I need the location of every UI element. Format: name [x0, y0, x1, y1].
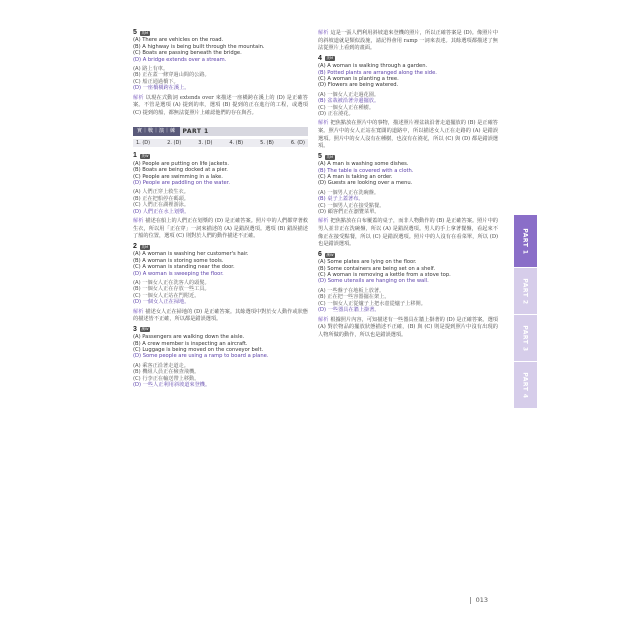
option: (A) A woman is washing her customer's hair. — [133, 251, 249, 258]
translation: (C) 一個男人正在接受點餐。 — [318, 202, 385, 209]
answer-key-item: 1. (D) — [136, 140, 151, 147]
question-number: 5 — [133, 29, 137, 36]
option: (C) A woman is planting a tree. — [318, 76, 399, 82]
part-side-tabs — [514, 215, 537, 409]
explanation-text: 把焦點放在白布覆蓋的桌子，而非人物動作的 (B) 是正確答案。照片中的男人並非正在洗碗盤，所以 (A) 是錯誤選項。男人的手上拿著餐盤，看起來不像正在接受點餐，所以 (C) 是錯誤選項。照片中的人沒有在看菜單，所以 (D) 也是錯誤選項。 — [318, 218, 498, 248]
explanation-text: 把焦點放在照片中的事物，描述照片裡盆栽沿著走道擺放的 (B) 是正確答案。照片中的女人正站在寬闊的道路中，所以描述女人正在走路的 (A) 是錯誤選項。照片中的女人沒有在種樹，也沒有在澆花，所以 (C) 與 (D) 都是錯誤選項。 — [318, 120, 498, 150]
explanation — [318, 120, 498, 150]
question-number: 5 — [318, 152, 322, 160]
translation: (A) 一個男人正在洗碗盤。 — [318, 189, 380, 196]
explanation — [318, 30, 498, 53]
speaker-tag: 英M — [141, 244, 149, 249]
answer-key-item: 2. (D) — [167, 140, 182, 147]
option-answer: (B) The table is covered with a cloth. — [318, 167, 414, 174]
translation: (B) 正在把一些容器擺在架上。 — [318, 294, 390, 301]
explanation-text: 以現在式動詞 extends over 來描述一座橫跨在溪上的 (D) 是正確答案。不管是選項 (A) 提到的車，選項 (B) 提到的正在進行的工程，或選項 (C) 提到的船，都無法從照片上確認他們的存在與否。 — [133, 94, 308, 116]
translation: (A) 人們正穿上救生衣。 — [133, 189, 189, 196]
explanation-label: 解析 — [133, 94, 144, 101]
translation: (B) 正在把船停在碼頭。 — [133, 195, 189, 202]
option: (B) A highway is being built through the mountain. — [133, 43, 265, 50]
option: (A) Passengers are walking down the aisle. — [133, 334, 245, 341]
option-answer: (D) People are paddling on the water. — [133, 180, 231, 187]
option: (A) People are putting on life jackets. — [133, 160, 230, 167]
side-tab-part-3[interactable]: PART 3 — [514, 315, 537, 361]
question-2 — [133, 244, 308, 324]
translation: (C) 行李正在輸送帶上移動。 — [133, 375, 200, 382]
explanation-label: 解析 — [318, 30, 329, 36]
explanation — [318, 218, 498, 248]
part-title: PART 1 — [182, 128, 209, 136]
option: (C) A woman is removing a kettle from a stove top. — [318, 272, 451, 279]
option: (B) Some containers are being set on a shelf. — [318, 265, 435, 272]
translation-answer: (D) 一些器具在牆上掛著。 — [318, 307, 380, 314]
translation-answer: (B) 桌子上蓋著布。 — [318, 196, 364, 203]
side-tab-part-2[interactable]: PART 2 — [514, 268, 537, 314]
part-header — [133, 127, 308, 136]
explanation — [133, 309, 308, 324]
answer-key-item: 4. (B) — [229, 140, 244, 147]
answer-key — [133, 139, 308, 147]
option: (C) A woman is standing near the door. — [133, 264, 235, 271]
option: (D) Flowers are being watered. — [318, 82, 399, 89]
translation: (B) 機組人員正在檢查飛機。 — [133, 369, 200, 376]
explanation-label: 解析 — [318, 218, 329, 225]
explanation-label: 解析 — [133, 308, 144, 315]
option: (C) People are swimming in a lake. — [133, 173, 223, 180]
option: (B) A woman is storing some tools. — [133, 257, 224, 264]
question-1 — [133, 153, 308, 240]
question-number: 6 — [318, 250, 322, 258]
translation: (A) 一個女人正走過花園。 — [318, 91, 380, 98]
translation: (B) 正在蓋一條穿過山間的公路。 — [133, 72, 210, 79]
question-3 — [133, 327, 308, 389]
translation-answer: (B) 盆栽被沿著旁邊擺放。 — [318, 98, 380, 105]
option: (C) Boats are passing beneath the bridge. — [133, 50, 242, 57]
answer-key-item: 5. (B) — [260, 140, 274, 147]
translation-answer: (D) 人們正在水上划槳。 — [133, 208, 190, 215]
translation: (C) 船正通過橋下。 — [133, 78, 179, 85]
explanation-text: 描述在船上的人們正在划槳的 (D) 是正確答案。照片中的人們都穿著救生衣，所以用「正在穿」一詞來描述的 (A) 是錯誤選項。選項 (B) 錯誤描述了船的位置，選項 (C) 則對於人們的動作描述不正確。 — [133, 218, 308, 240]
translation-answer: (D) 一些人正利用斜坡道來登機。 — [133, 381, 211, 388]
option: (A) A man is washing some dishes. — [318, 161, 409, 168]
side-tab-part-4[interactable]: PART 4 — [514, 362, 537, 408]
option-answer: (B) Potted plants are arranged along the side. — [318, 69, 437, 76]
speaker-tag: 美M — [326, 56, 334, 61]
translation: (C) 一個女人正站在門附近。 — [133, 292, 200, 299]
answer-key-item: 3. (D) — [198, 140, 213, 147]
translation: (C) 一個女人正在種樹。 — [318, 104, 375, 111]
speaker-tag: 英M — [326, 154, 334, 159]
question-number: 1 — [133, 152, 137, 160]
side-tab-part-1[interactable]: PART 1 — [514, 215, 537, 267]
option-answer: (D) Some utensils are hanging on the wall. — [318, 278, 429, 285]
explanation — [133, 218, 308, 241]
option: (A) There are vehicles on the road. — [133, 37, 224, 44]
option-answer: (D) A woman is sweeping the floor. — [133, 270, 224, 277]
question-number: 4 — [318, 54, 322, 62]
page-number-divider — [470, 597, 471, 604]
answer-key-item: 6. (D) — [290, 140, 305, 147]
page-number: 013 — [475, 596, 489, 604]
right-column — [318, 30, 498, 339]
option: (C) Luggage is being moved on the conveyor belt. — [133, 346, 264, 353]
translation: (D) 顧客們正在瀏覽菜單。 — [318, 209, 380, 216]
question-5-right — [318, 154, 498, 249]
explanation-text: 描述女人正在掃地的 (D) 是正確答案。其餘選項中對於女人動作或狀態的描述皆不正確，所以都是錯誤選項。 — [133, 308, 308, 323]
option: (B) Boats are being docked at a pier. — [133, 167, 228, 174]
translation: (A) 乘客正沿著走道走。 — [133, 362, 189, 369]
question-5 — [133, 30, 308, 117]
speaker-tag: 英M — [141, 30, 149, 35]
question-number: 2 — [133, 242, 137, 250]
question-6 — [318, 252, 498, 339]
translation-answer: (D) 一座橋橫跨在溪上。 — [133, 85, 190, 92]
explanation-label: 解析 — [318, 316, 329, 323]
option: (C) A man is taking an order. — [318, 174, 393, 181]
explanation-text: 這是一張人們利用斜坡道來登機的照片，所以正確答案是 (D)。像照片中的斜坡道就是類似設施，請記得會用 ramp 一詞來表達。其餘選項都描述了無法從照片上看到的畫面。 — [318, 30, 498, 52]
explanation-label: 解析 — [318, 120, 329, 127]
explanation — [133, 95, 308, 118]
speaker-tag: 澳W — [326, 252, 334, 257]
translation: (C) 人們正在湖裡游泳。 — [133, 202, 190, 209]
translation: (D) 正在澆花。 — [318, 111, 354, 118]
translation: (C) 一個女人正從爐子上把水壺從爐子上移開。 — [318, 300, 426, 307]
question-4 — [318, 56, 498, 151]
left-column — [133, 30, 308, 388]
part-label: 實｜戰｜演｜練 — [133, 127, 180, 136]
translation: (A) 一些盤子在地板上放著。 — [318, 287, 385, 294]
translation: (A) 一個女人正在洗客人的頭髮。 — [133, 279, 210, 286]
translation: (B) 一個女人正在存放一些工具。 — [133, 286, 210, 293]
option: (D) Guests are looking over a menu. — [318, 180, 413, 187]
explanation-text: 根據照片內容，可知描述有一些器具在牆上掛著的 (D) 是正確答案。選項 (A) 對於物品的擺放狀態描述不正確，(B) 與 (C) 則是提到照片中沒有出現的人物所做的動作，所以也是錯誤選項。 — [318, 316, 498, 338]
explanation-label: 解析 — [133, 218, 144, 225]
translation: (A) 路上有車。 — [133, 66, 169, 73]
speaker-tag: 澳W — [141, 327, 149, 332]
option: (A) A woman is walking through a garden. — [318, 63, 428, 70]
option-answer: (D) A bridge extends over a stream. — [133, 56, 227, 63]
option: (A) Some plates are lying on the floor. — [318, 259, 417, 266]
translation-answer: (D) 一個女人正在掃地。 — [133, 299, 190, 306]
question-number: 3 — [133, 325, 137, 333]
option: (B) A crew member is inspecting an aircraft. — [133, 340, 248, 347]
option-answer: (D) Some people are using a ramp to board a plane. — [133, 353, 269, 360]
explanation — [318, 317, 498, 340]
speaker-tag: 美W — [141, 154, 149, 159]
